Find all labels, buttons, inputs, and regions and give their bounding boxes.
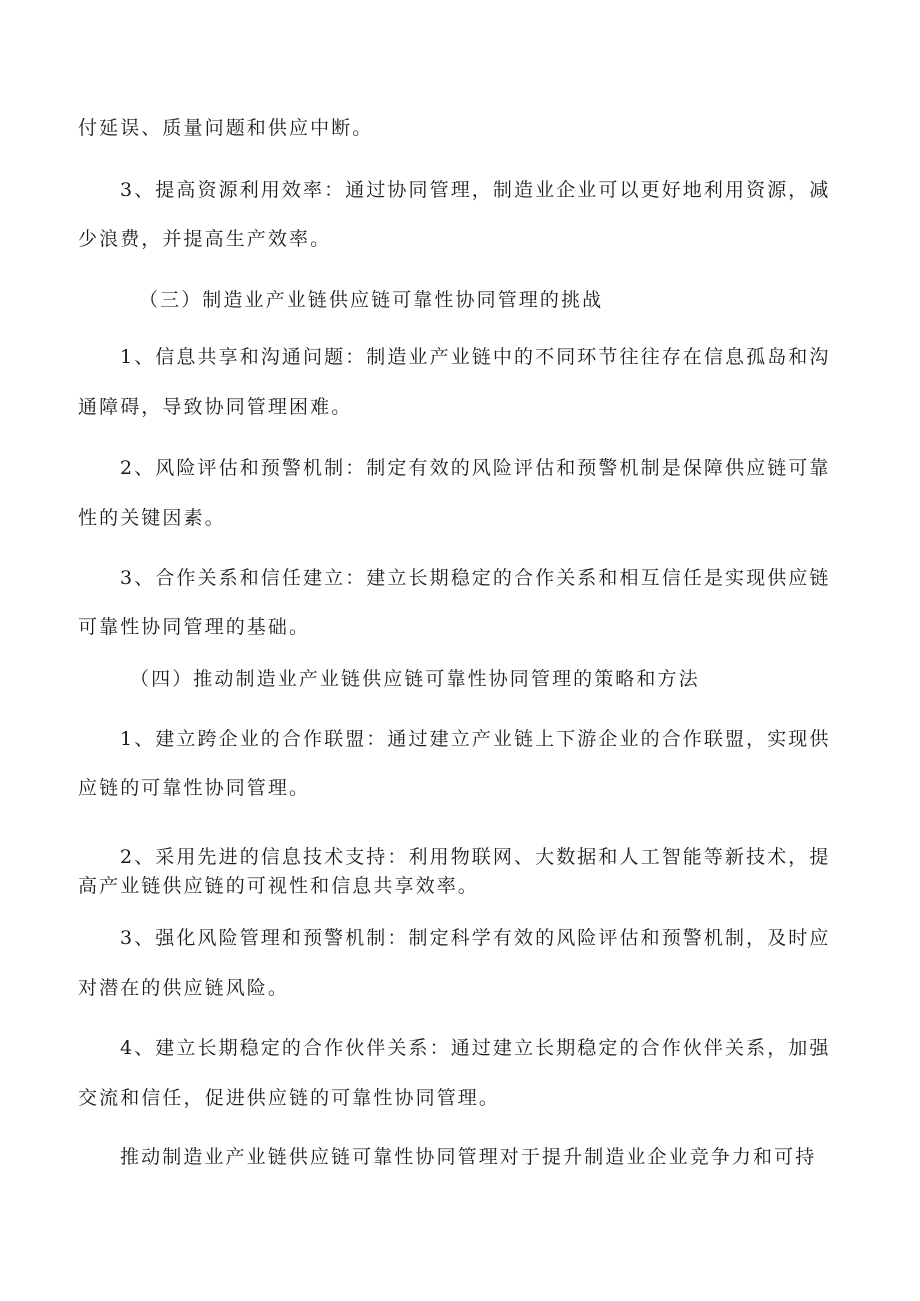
section-heading: （四）推动制造业产业链供应链可靠性协同管理的策略和方法 — [130, 668, 700, 690]
text-line: 少浪费，并提高生产效率。 — [78, 228, 332, 250]
text-line: 3、合作关系和信任建立：建立长期稳定的合作关系和相互信任是实现供应链 — [120, 567, 831, 589]
text-line: 高产业链供应链的可视性和信息共享效率。 — [78, 875, 479, 897]
text-line: 2、采用先进的信息技术支持：利用物联网、大数据和人工智能等新技术，提 — [120, 846, 831, 868]
text-line: 4、建立长期稳定的合作伙伴关系：通过建立长期稳定的合作伙伴关系，加强 — [120, 1037, 831, 1059]
text-line: 2、风险评估和预警机制：制定有效的风险评估和预警机制是保障供应链可靠 — [120, 457, 831, 479]
text-line: 对潜在的供应链风险。 — [78, 977, 290, 999]
text-line: 可靠性协同管理的基础。 — [78, 616, 311, 638]
text-line: 通障碍，导致协同管理困难。 — [78, 396, 353, 418]
text-line: 推动制造业产业链供应链可靠性协同管理对于提升制造业企业竞争力和可持 — [120, 1146, 817, 1168]
text-line: 交流和信任，促进供应链的可靠性协同管理。 — [78, 1087, 501, 1109]
section-heading: （三）制造业产业链供应链可靠性协同管理的挑战 — [139, 289, 604, 311]
text-line: 1、建立跨企业的合作联盟：通过建立产业链上下游企业的合作联盟，实现供 — [120, 728, 831, 750]
text-line: 3、强化风险管理和预警机制：制定科学有效的风险评估和预警机制，及时应 — [120, 927, 831, 949]
text-line: 性的关键因素。 — [78, 507, 226, 529]
text-line: 应链的可靠性协同管理。 — [78, 777, 311, 799]
text-line: 1、信息共享和沟通问题：制造业产业链中的不同环节往往存在信息孤岛和沟 — [120, 346, 831, 368]
text-line: 付延误、质量问题和供应中断。 — [78, 117, 374, 139]
text-line: 3、提高资源利用效率：通过协同管理，制造业企业可以更好地利用资源，减 — [120, 179, 831, 201]
